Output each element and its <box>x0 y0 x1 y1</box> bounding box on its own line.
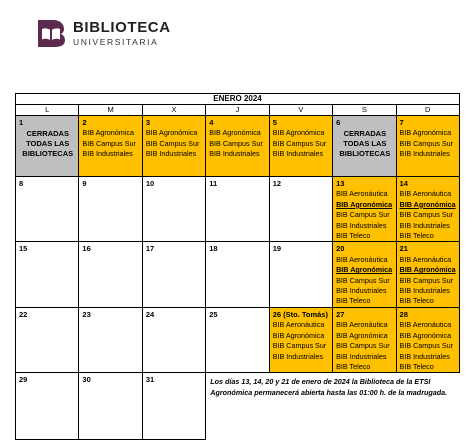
venue-agronomica: BIB Agronómica <box>336 330 388 340</box>
venue-campus-sur: BIB Campus Sur <box>336 341 390 351</box>
venue-teleco: BIB Teleco <box>336 361 371 371</box>
venue-teleco: BIB Teleco <box>336 231 371 241</box>
day-cell-26 <box>269 307 332 372</box>
day-cell-15 <box>16 242 79 307</box>
closed-notice: CERRADAS TODAS LAS BIBLIOTECAS <box>22 129 74 159</box>
venue-campus-sur: BIB Campus Sur <box>145 138 200 148</box>
venue-campus-sur: BIB Campus Sur <box>209 138 263 148</box>
day-header-s: S <box>333 105 396 116</box>
venue-campus-sur: BIB Campus Sur <box>399 341 454 351</box>
venue-industriales: BIB Industriales <box>272 149 324 159</box>
day-number: 6 <box>336 118 341 127</box>
venue-aeronautica: BIB Aeronáutica <box>399 320 452 330</box>
day-number: 22 <box>19 309 28 319</box>
day-cell-8 <box>16 177 79 242</box>
venue-aeronautica: BIB Aeronáutica <box>399 189 452 199</box>
venue-aeronautica: BIB Aeronáutica <box>336 189 388 199</box>
day-cell-3 <box>142 116 205 177</box>
venue-industriales: BIB Industriales <box>399 286 450 296</box>
day-number: 3 <box>145 118 151 127</box>
day-number: 31 <box>145 375 155 385</box>
day-cell-2 <box>79 116 142 177</box>
day-cell-19 <box>269 242 332 307</box>
day-number: 21 <box>399 244 408 254</box>
venue-campus-sur: BIB Campus Sur <box>82 138 136 148</box>
venue-teleco: BIB Teleco <box>336 296 371 306</box>
book-logo-icon <box>35 17 67 49</box>
venue-agronomica-highlighted: BIB Agronómica <box>336 199 393 209</box>
venue-campus-sur: BIB Campus Sur <box>399 275 454 285</box>
day-number: 23 <box>82 309 91 319</box>
venue-industriales: BIB Industriales <box>209 149 260 159</box>
venue-teleco: BIB Teleco <box>399 296 434 306</box>
day-cell-11 <box>206 177 269 242</box>
venue-campus-sur: BIB Campus Sur <box>336 210 390 220</box>
day-number: 29 <box>19 375 28 385</box>
day-cell-1 <box>16 116 79 177</box>
day-number: 9 <box>82 179 87 188</box>
day-cell-9 <box>79 177 142 242</box>
schedule-note: Los días 13, 14, 20 y 21 de enero de 2024 la Biblioteca de la ETSI Agronómica permanecerá abierta hasta las 01:00 h. de la madrugada. <box>210 377 448 397</box>
venue-industriales: BIB Industriales <box>336 351 387 361</box>
venue-campus-sur: BIB Campus Sur <box>336 275 390 285</box>
day-number: 17 <box>145 244 155 254</box>
day-cell-5 <box>269 116 332 177</box>
venue-agronomica-highlighted: BIB Agronómica <box>399 199 456 209</box>
closed-notice: CERRADAS TODAS LAS BIBLIOTECAS <box>339 129 391 159</box>
day-cell-13 <box>333 177 396 242</box>
day-cell-16 <box>79 242 142 307</box>
venue-industriales: BIB Industriales <box>399 351 450 361</box>
venue-industriales: BIB Industriales <box>272 351 324 361</box>
venue-campus-sur: BIB Campus Sur <box>272 341 327 351</box>
venue-agronomica: BIB Agronómica <box>272 128 325 138</box>
venue-agronomica: BIB Agronómica <box>399 128 452 138</box>
venue-campus-sur: BIB Campus Sur <box>399 138 454 148</box>
day-cell-6 <box>333 116 396 177</box>
venue-industriales: BIB Industriales <box>336 220 387 230</box>
day-number: 30 <box>82 375 91 385</box>
venue-aeronautica: BIB Aeronáutica <box>336 254 388 264</box>
day-number: 18 <box>209 244 218 254</box>
venue-industriales: BIB Industriales <box>399 149 450 159</box>
day-number: 20 <box>336 244 345 254</box>
day-cell-12 <box>269 177 332 242</box>
logo-title: BIBLIOTECA <box>73 18 171 36</box>
day-cell-23 <box>79 307 142 372</box>
day-header-l: L <box>16 105 79 116</box>
day-cell-14 <box>396 177 459 242</box>
day-number: 2 <box>82 118 87 127</box>
day-number: 13 <box>336 179 345 188</box>
venue-aeronautica: BIB Aeronáutica <box>399 254 452 264</box>
day-number: 16 <box>82 244 91 254</box>
venue-agronomica: BIB Agronómica <box>145 128 198 138</box>
day-number: 12 <box>272 179 282 188</box>
venue-teleco: BIB Teleco <box>399 231 434 241</box>
day-number: 26 (Sto. Tomás) <box>272 309 328 319</box>
day-cell-25 <box>206 307 269 372</box>
venue-industriales: BIB Industriales <box>82 149 133 159</box>
day-cell-17 <box>142 242 205 307</box>
venue-aeronautica: BIB Aeronáutica <box>336 320 388 330</box>
day-number: 11 <box>209 179 218 188</box>
day-number: 28 <box>399 309 408 319</box>
venue-teleco: BIB Teleco <box>399 361 434 371</box>
calendar-title: ENERO 2024 <box>16 94 460 105</box>
day-number: 24 <box>145 309 155 319</box>
day-number: 14 <box>399 179 408 188</box>
venue-aeronautica: BIB Aeronáutica <box>272 320 325 330</box>
day-cell-24 <box>142 307 205 372</box>
day-cell-10 <box>142 177 205 242</box>
day-cell-28 <box>396 307 459 372</box>
day-number: 10 <box>145 179 155 188</box>
day-cell-22 <box>16 307 79 372</box>
day-number: 19 <box>272 244 282 254</box>
venue-agronomica: BIB Agronómica <box>399 330 452 340</box>
day-cell-21 <box>396 242 459 307</box>
venue-industriales: BIB Industriales <box>145 149 197 159</box>
day-cell-31 <box>142 373 205 440</box>
schedule-note-cell <box>206 373 460 440</box>
day-number: 1 <box>19 118 24 127</box>
venue-agronomica: BIB Agronómica <box>82 128 134 138</box>
day-cell-30 <box>79 373 142 440</box>
venue-campus-sur: BIB Campus Sur <box>399 210 454 220</box>
day-header-x: X <box>142 105 205 116</box>
venue-agronomica: BIB Agronómica <box>209 128 261 138</box>
venue-industriales: BIB Industriales <box>399 220 450 230</box>
venue-agronomica: BIB Agronómica <box>272 330 325 340</box>
venue-campus-sur: BIB Campus Sur <box>272 138 327 148</box>
logo-subtitle: UNIVERSITARIA <box>73 36 159 47</box>
venue-agronomica-highlighted: BIB Agronómica <box>336 265 393 275</box>
day-cell-4 <box>206 116 269 177</box>
calendar-table <box>15 93 460 440</box>
day-cell-7 <box>396 116 459 177</box>
day-number: 5 <box>272 118 277 127</box>
library-logo <box>35 15 171 51</box>
venue-agronomica-highlighted: BIB Agronómica <box>399 265 456 275</box>
day-number: 25 <box>209 309 218 319</box>
day-header-m: M <box>79 105 142 116</box>
day-number: 15 <box>19 244 28 254</box>
day-cell-20 <box>333 242 396 307</box>
day-number: 4 <box>209 118 214 127</box>
day-cell-29 <box>16 373 79 440</box>
day-number: 8 <box>19 179 24 188</box>
day-header-d: D <box>396 105 459 116</box>
day-cell-27 <box>333 307 396 372</box>
day-cell-18 <box>206 242 269 307</box>
day-number: 7 <box>399 118 404 127</box>
venue-industriales: BIB Industriales <box>336 286 387 296</box>
day-number: 27 <box>336 309 345 319</box>
day-header-j: J <box>206 105 269 116</box>
day-header-v: V <box>269 105 332 116</box>
